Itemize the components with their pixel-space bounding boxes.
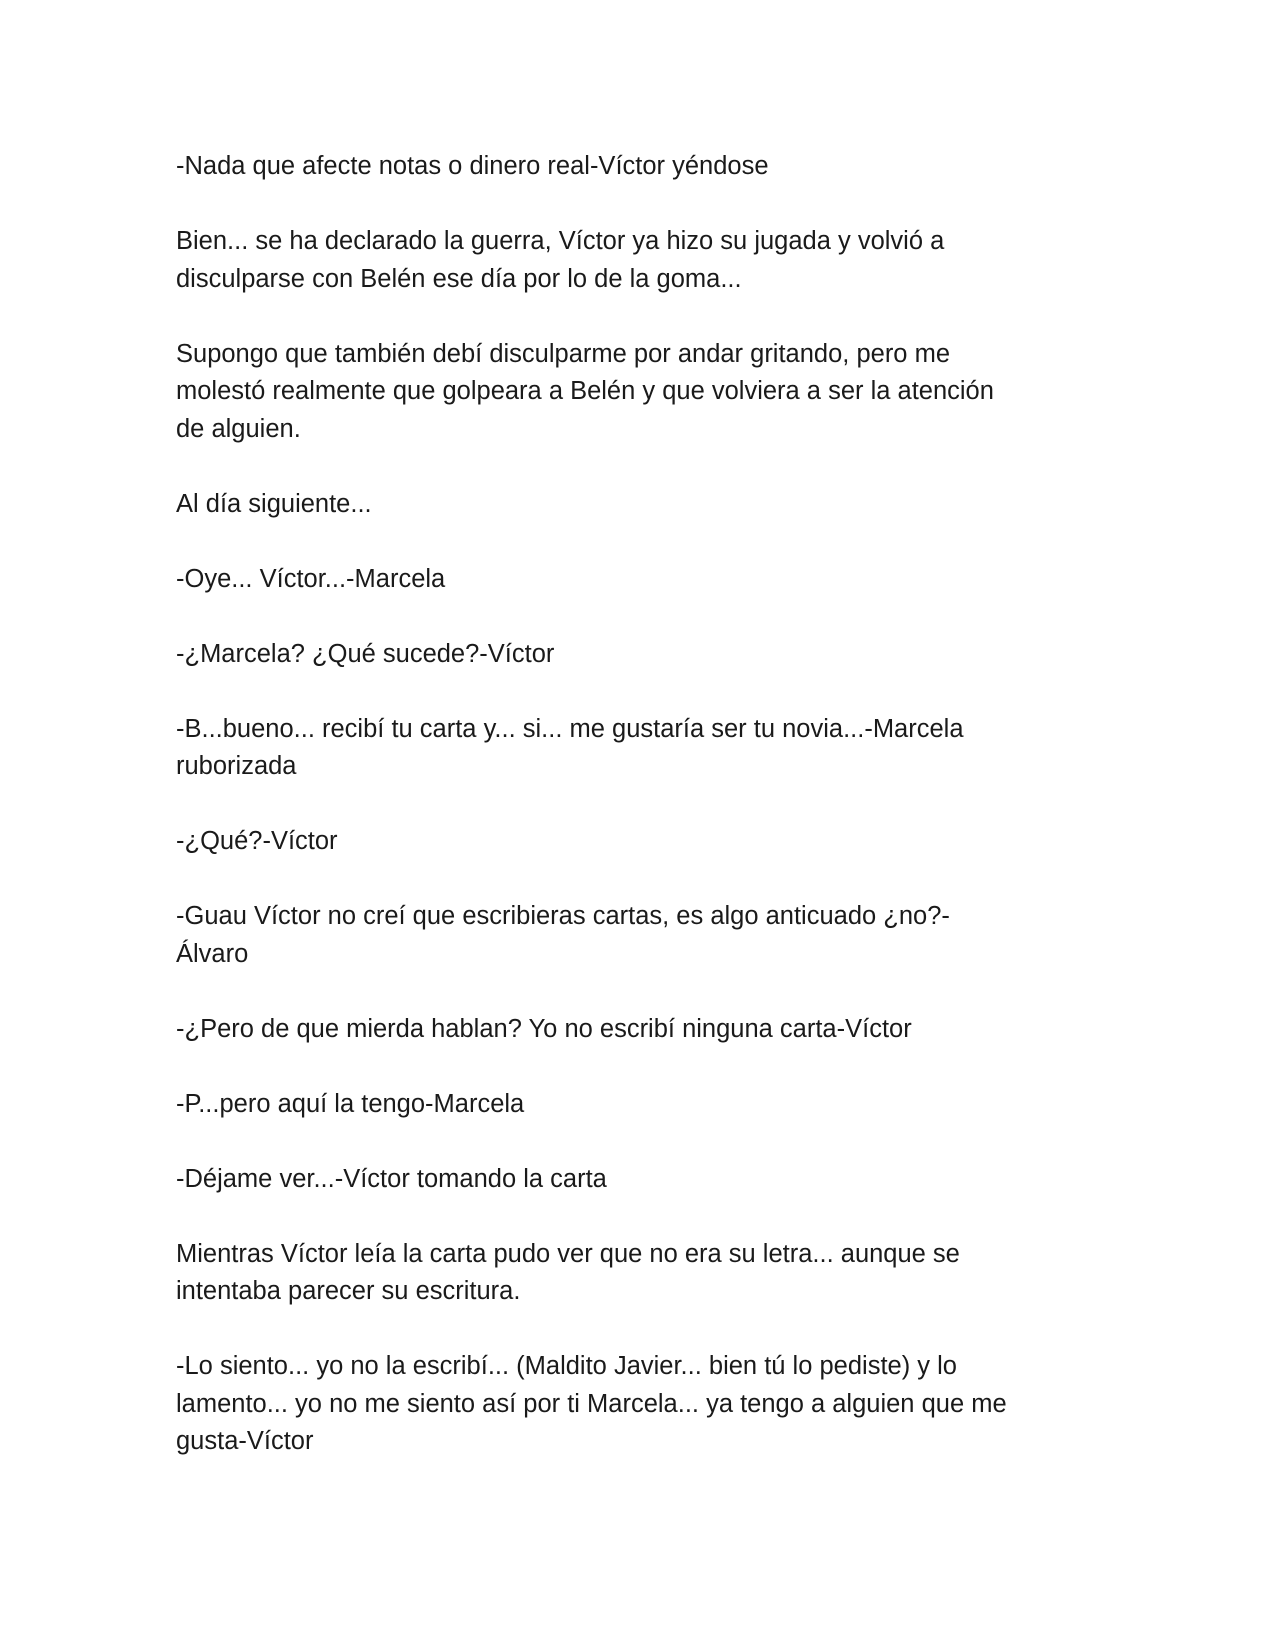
paragraph: -B...bueno... recibí tu carta y... si... me gustaría ser tu novia...-Marcela ruborizada <box>176 714 964 780</box>
paragraph: -Lo siento... yo no la escribí... (Maldito Javier... bien tú lo pediste) y lo lamento... yo no me siento así por ti Marcela... ya tengo a alguien que me gusta-Víctor <box>176 1352 1007 1455</box>
paragraph: -¿Pero de que mierda hablan? Yo no escribí ninguna carta-Víctor <box>176 1014 912 1043</box>
paragraph: -¿Marcela? ¿Qué sucede?-Víctor <box>176 639 555 668</box>
paragraph: -Guau Víctor no creí que escribieras cartas, es algo anticuado ¿no?- Álvaro <box>176 902 950 968</box>
paragraph: -Déjame ver...-Víctor tomando la carta <box>176 1164 607 1193</box>
paragraph: Supongo que también debí disculparme por andar gritando, pero me molestó realmente que golpeara a Belén y que volviera a ser la atención de alguien. <box>176 339 994 443</box>
paragraph: -Oye... Víctor...-Marcela <box>176 564 446 593</box>
paragraph: -Nada que afecte notas o dinero real-Víctor yéndose <box>176 152 769 180</box>
paragraph: -¿Qué?-Víctor <box>176 827 338 855</box>
paragraph: Al día siguiente... <box>176 489 372 518</box>
paragraph: Mientras Víctor leía la carta pudo ver que no era su letra... aunque se intentaba parecer su escritura. <box>176 1239 960 1305</box>
paragraph: -P...pero aquí la tengo-Marcela <box>176 1089 525 1118</box>
paragraph: Bien... se ha declarado la guerra, Víctor ya hizo su jugada y volvió a disculparse con Belén ese día por lo de la goma... <box>176 227 945 293</box>
document-body <box>176 148 1106 1461</box>
